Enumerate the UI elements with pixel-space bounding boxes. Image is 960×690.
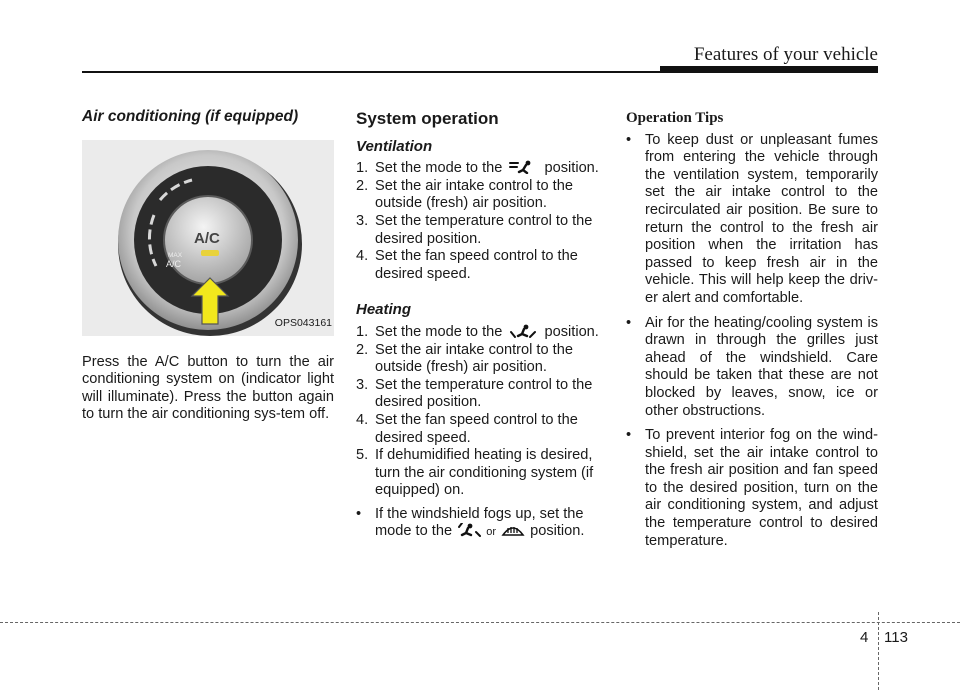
list-item: 4. Set the fan speed control to the desired speed. — [356, 411, 578, 446]
column-system-operation — [356, 108, 604, 542]
list-item: 5. If dehumidified heating is desired, turn the air conditioning system (if equipped) on. — [356, 447, 594, 499]
footer-divider — [878, 612, 879, 690]
tips-list — [626, 132, 878, 551]
column-operation-tips — [626, 108, 878, 557]
list-item: • If the windshield fogs up, set the mode to the or position. — [356, 505, 585, 540]
column-air-conditioning — [82, 108, 334, 424]
page-number: 113 — [884, 629, 908, 646]
ac-indicator-light — [201, 250, 219, 256]
defrost-icon — [500, 523, 526, 537]
figure-code: OPS043161 — [274, 317, 332, 329]
heating-steps — [356, 324, 604, 542]
ac-button-label: A/C — [194, 229, 220, 247]
list-item: • To keep dust or unpleasant fumes from entering the vehicle through the ventilation system, temporarily set the air intake control to the recirculated air position. Be sure to return the control to the fresh air position when the irritation has passed to keep fresh air in the vehicle. This will help keep the driv-er alert and comfortable. — [626, 131, 878, 306]
subsection-heading: Heating — [356, 301, 412, 319]
ac-knob-illustration — [82, 140, 334, 336]
list-item: • Air for the heating/cooling system is drawn in through the grilles just ahead of the windshield. Care should be taken that these are not blocked by leaves, snow, ice or other obstructions. — [626, 314, 878, 419]
list-item: 3. Set the temperature control to the desired position. — [356, 376, 593, 411]
face-vent-icon — [506, 160, 540, 174]
section-heading: Operation Tips — [626, 110, 724, 126]
footer-rule — [0, 622, 960, 623]
ac-button-figure — [82, 140, 334, 336]
section-heading: Air conditioning (if equipped) — [82, 108, 299, 125]
list-item: 2. Set the air intake control to the outside (fresh) air position. — [356, 177, 573, 212]
list-item: 1. Set the mode to the position. — [356, 323, 599, 340]
floor-defrost-icon — [456, 523, 482, 537]
floor-vent-icon — [506, 324, 540, 338]
list-item: 2. Set the air intake control to the outside (fresh) air position. — [356, 341, 573, 376]
max-label: MAX — [168, 251, 183, 259]
header-title: Features of your vehicle — [693, 44, 878, 65]
header-rule — [82, 71, 878, 73]
list-item: 4. Set the fan speed control to the desired speed. — [356, 248, 578, 282]
section-heading: System operation — [356, 109, 499, 128]
ac-description: Press the A/C button to turn the air conditioning system on (indicator light will illuminate). Press the button again to turn the air conditioning sys-tem off. — [82, 353, 334, 423]
subsection-heading: Ventilation — [356, 137, 433, 155]
list-item: • To prevent interior fog on the wind-shield, set the air intake control to the fresh air position and fan speed to the desired position, turn on the air conditioning system, and adjust the temperature control to desired temperature. — [626, 427, 878, 549]
list-item: 1. Set the mode to the position. — [356, 160, 599, 177]
list-item: 3. Set the temperature control to the desired position. — [356, 212, 593, 247]
chapter-number: 4 — [860, 629, 869, 646]
ventilation-steps — [356, 160, 604, 283]
max-ac-label: A/C — [166, 258, 182, 269]
